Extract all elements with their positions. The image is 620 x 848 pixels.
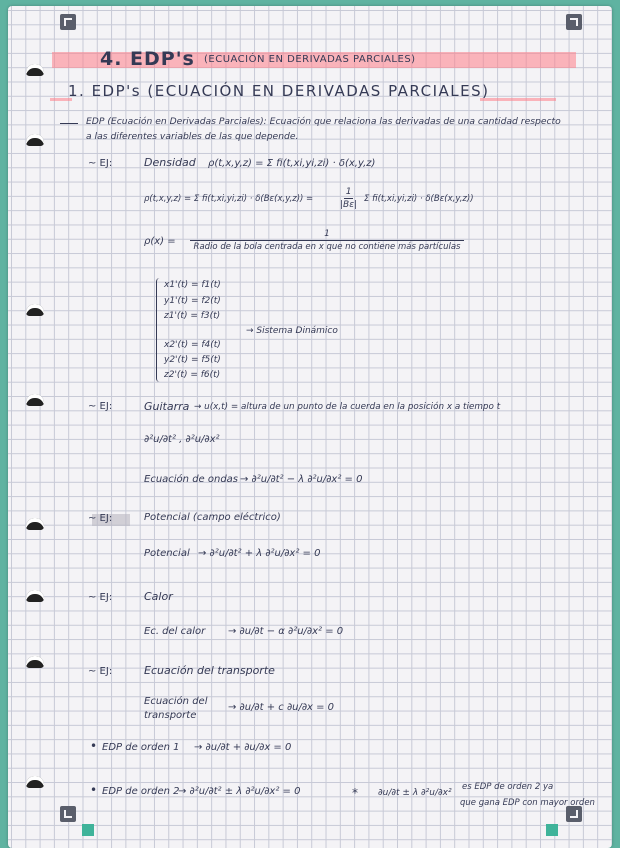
- teal-marker-right-icon: [546, 824, 558, 836]
- binder-hole-icon: [26, 590, 44, 602]
- order2-star: *: [352, 786, 358, 800]
- page-heading: 4. EDP's: [100, 48, 195, 70]
- ej1-eq2-fraction: [338, 186, 359, 211]
- ej1-equation-1: ρ(t,x,y,z) = Σ fi(t,xi,yi,zi) · δ(x,y,z): [208, 158, 376, 169]
- intro-text-line-2: a las diferentes variables de las que depende.: [86, 131, 299, 142]
- ej3-label: Potencial (campo eléctrico): [144, 512, 281, 523]
- ej1-marker: ~ EJ:: [88, 158, 113, 169]
- corner-tab-top-right-icon: [566, 14, 582, 30]
- teal-marker-left-icon: [82, 824, 94, 836]
- corner-tab-bottom-left-icon: [60, 806, 76, 822]
- corner-tab-top-left-icon: [60, 14, 76, 30]
- order1-bullet: •: [90, 739, 98, 753]
- system-eq-1: x1'(t) = f1(t): [164, 280, 221, 290]
- intro-dash: [60, 123, 78, 124]
- binder-hole-icon: [26, 656, 44, 668]
- binder-hole-icon: [26, 134, 44, 146]
- rho-frac: [190, 228, 464, 253]
- intro-text-line-1: EDP (Ecuación en Derivadas Parciales): Ecuación que relaciona las derivadas de una cantidad respecto: [86, 116, 561, 127]
- transporte-equation: → ∂u/∂t + c ∂u/∂x = 0: [228, 702, 335, 713]
- order2-bullet: •: [90, 783, 98, 797]
- order2-note-equation: ∂u/∂t ± λ ∂²u/∂x²: [378, 788, 452, 798]
- order2-label: EDP de orden 2: [102, 786, 180, 797]
- rho-num: 1: [190, 228, 464, 241]
- order2-note-line-2: que gana EDP con mayor orden: [460, 798, 595, 808]
- ej1-equation-2-left: ρ(t,x,y,z) = Σ fi(t,xi,yi,zi) · δ(Bε(x,y,z)) =: [144, 194, 314, 204]
- rho-den: Radio de la bola centrada en x que no contiene más partículas: [193, 242, 461, 252]
- transporte-label-2: transporte: [144, 710, 197, 721]
- ej2-partials: ∂²u/∂t² , ∂²u/∂x²: [144, 434, 220, 445]
- ej5-label: Ecuación del transporte: [144, 664, 275, 677]
- binder-hole-icon: [26, 304, 44, 316]
- calor-label: Ec. del calor: [144, 626, 206, 637]
- ej1-equation-2-frac: [336, 186, 361, 211]
- transporte-label-1: Ecuación del: [144, 696, 208, 707]
- corner-tab-bottom-right-icon: [566, 806, 582, 822]
- ej1-eq2-den: |Bε|: [340, 200, 358, 210]
- notebook-page: [8, 6, 612, 848]
- system-brace: [156, 278, 163, 382]
- binder-hole-icon: [26, 518, 44, 530]
- section-title-highlight-right: [480, 98, 556, 101]
- order2-note-line-1: es EDP de orden 2 ya: [462, 782, 554, 792]
- order1-label: EDP de orden 1: [102, 742, 180, 753]
- system-eq-6: z2'(t) = f6(t): [164, 370, 221, 380]
- system-eq-3: z1'(t) = f3(t): [164, 311, 221, 321]
- order2-equation: → ∂²u/∂t² ± λ ∂²u/∂x² = 0: [178, 786, 301, 797]
- system-eq-2: y1'(t) = f2(t): [164, 296, 221, 306]
- page-heading-subtitle: (ECUACIÓN EN DERIVADAS PARCIALES): [204, 54, 416, 65]
- ej3-marker: ~ EJ:: [88, 513, 113, 524]
- system-eq-4: x2'(t) = f4(t): [164, 340, 221, 350]
- binder-hole-icon: [26, 394, 44, 406]
- ej2-description: → u(x,t) = altura de un punto de la cuerda en la posición x a tiempo t: [194, 402, 501, 412]
- rho-left: ρ(x) =: [144, 236, 176, 247]
- binder-hole-icon: [26, 776, 44, 788]
- ej1-label: Densidad: [144, 156, 196, 169]
- ej2-marker: ~ EJ:: [88, 401, 113, 412]
- ondas-equation: → ∂²u/∂t² − λ ∂²u/∂x² = 0: [240, 474, 363, 485]
- ej1-eq2-num: 1: [345, 187, 352, 197]
- system-label: → Sistema Dinámico: [246, 326, 338, 336]
- system-eq-5: y2'(t) = f5(t): [164, 355, 221, 365]
- ej4-label: Calor: [144, 590, 173, 603]
- ondas-label: Ecuación de ondas: [144, 474, 239, 485]
- rho-fraction: [188, 228, 466, 253]
- ej5-marker: ~ EJ:: [88, 666, 113, 677]
- binder-hole-icon: [26, 64, 44, 76]
- ej4-marker: ~ EJ:: [88, 592, 113, 603]
- ej1-equation-2-right: Σ fi(t,xi,yi,zi) · δ(Bε(x,y,z)): [364, 194, 474, 204]
- potencial-label: Potencial: [144, 548, 190, 559]
- potencial-equation: → ∂²u/∂t² + λ ∂²u/∂x² = 0: [198, 548, 321, 559]
- order1-equation: → ∂u/∂t + ∂u/∂x = 0: [194, 742, 292, 753]
- ej2-label: Guitarra: [144, 400, 190, 413]
- section-title: 1. EDP's (ECUACIÓN EN DERIVADAS PARCIALES): [68, 82, 490, 100]
- calor-equation: → ∂u/∂t − α ∂²u/∂x² = 0: [228, 626, 344, 637]
